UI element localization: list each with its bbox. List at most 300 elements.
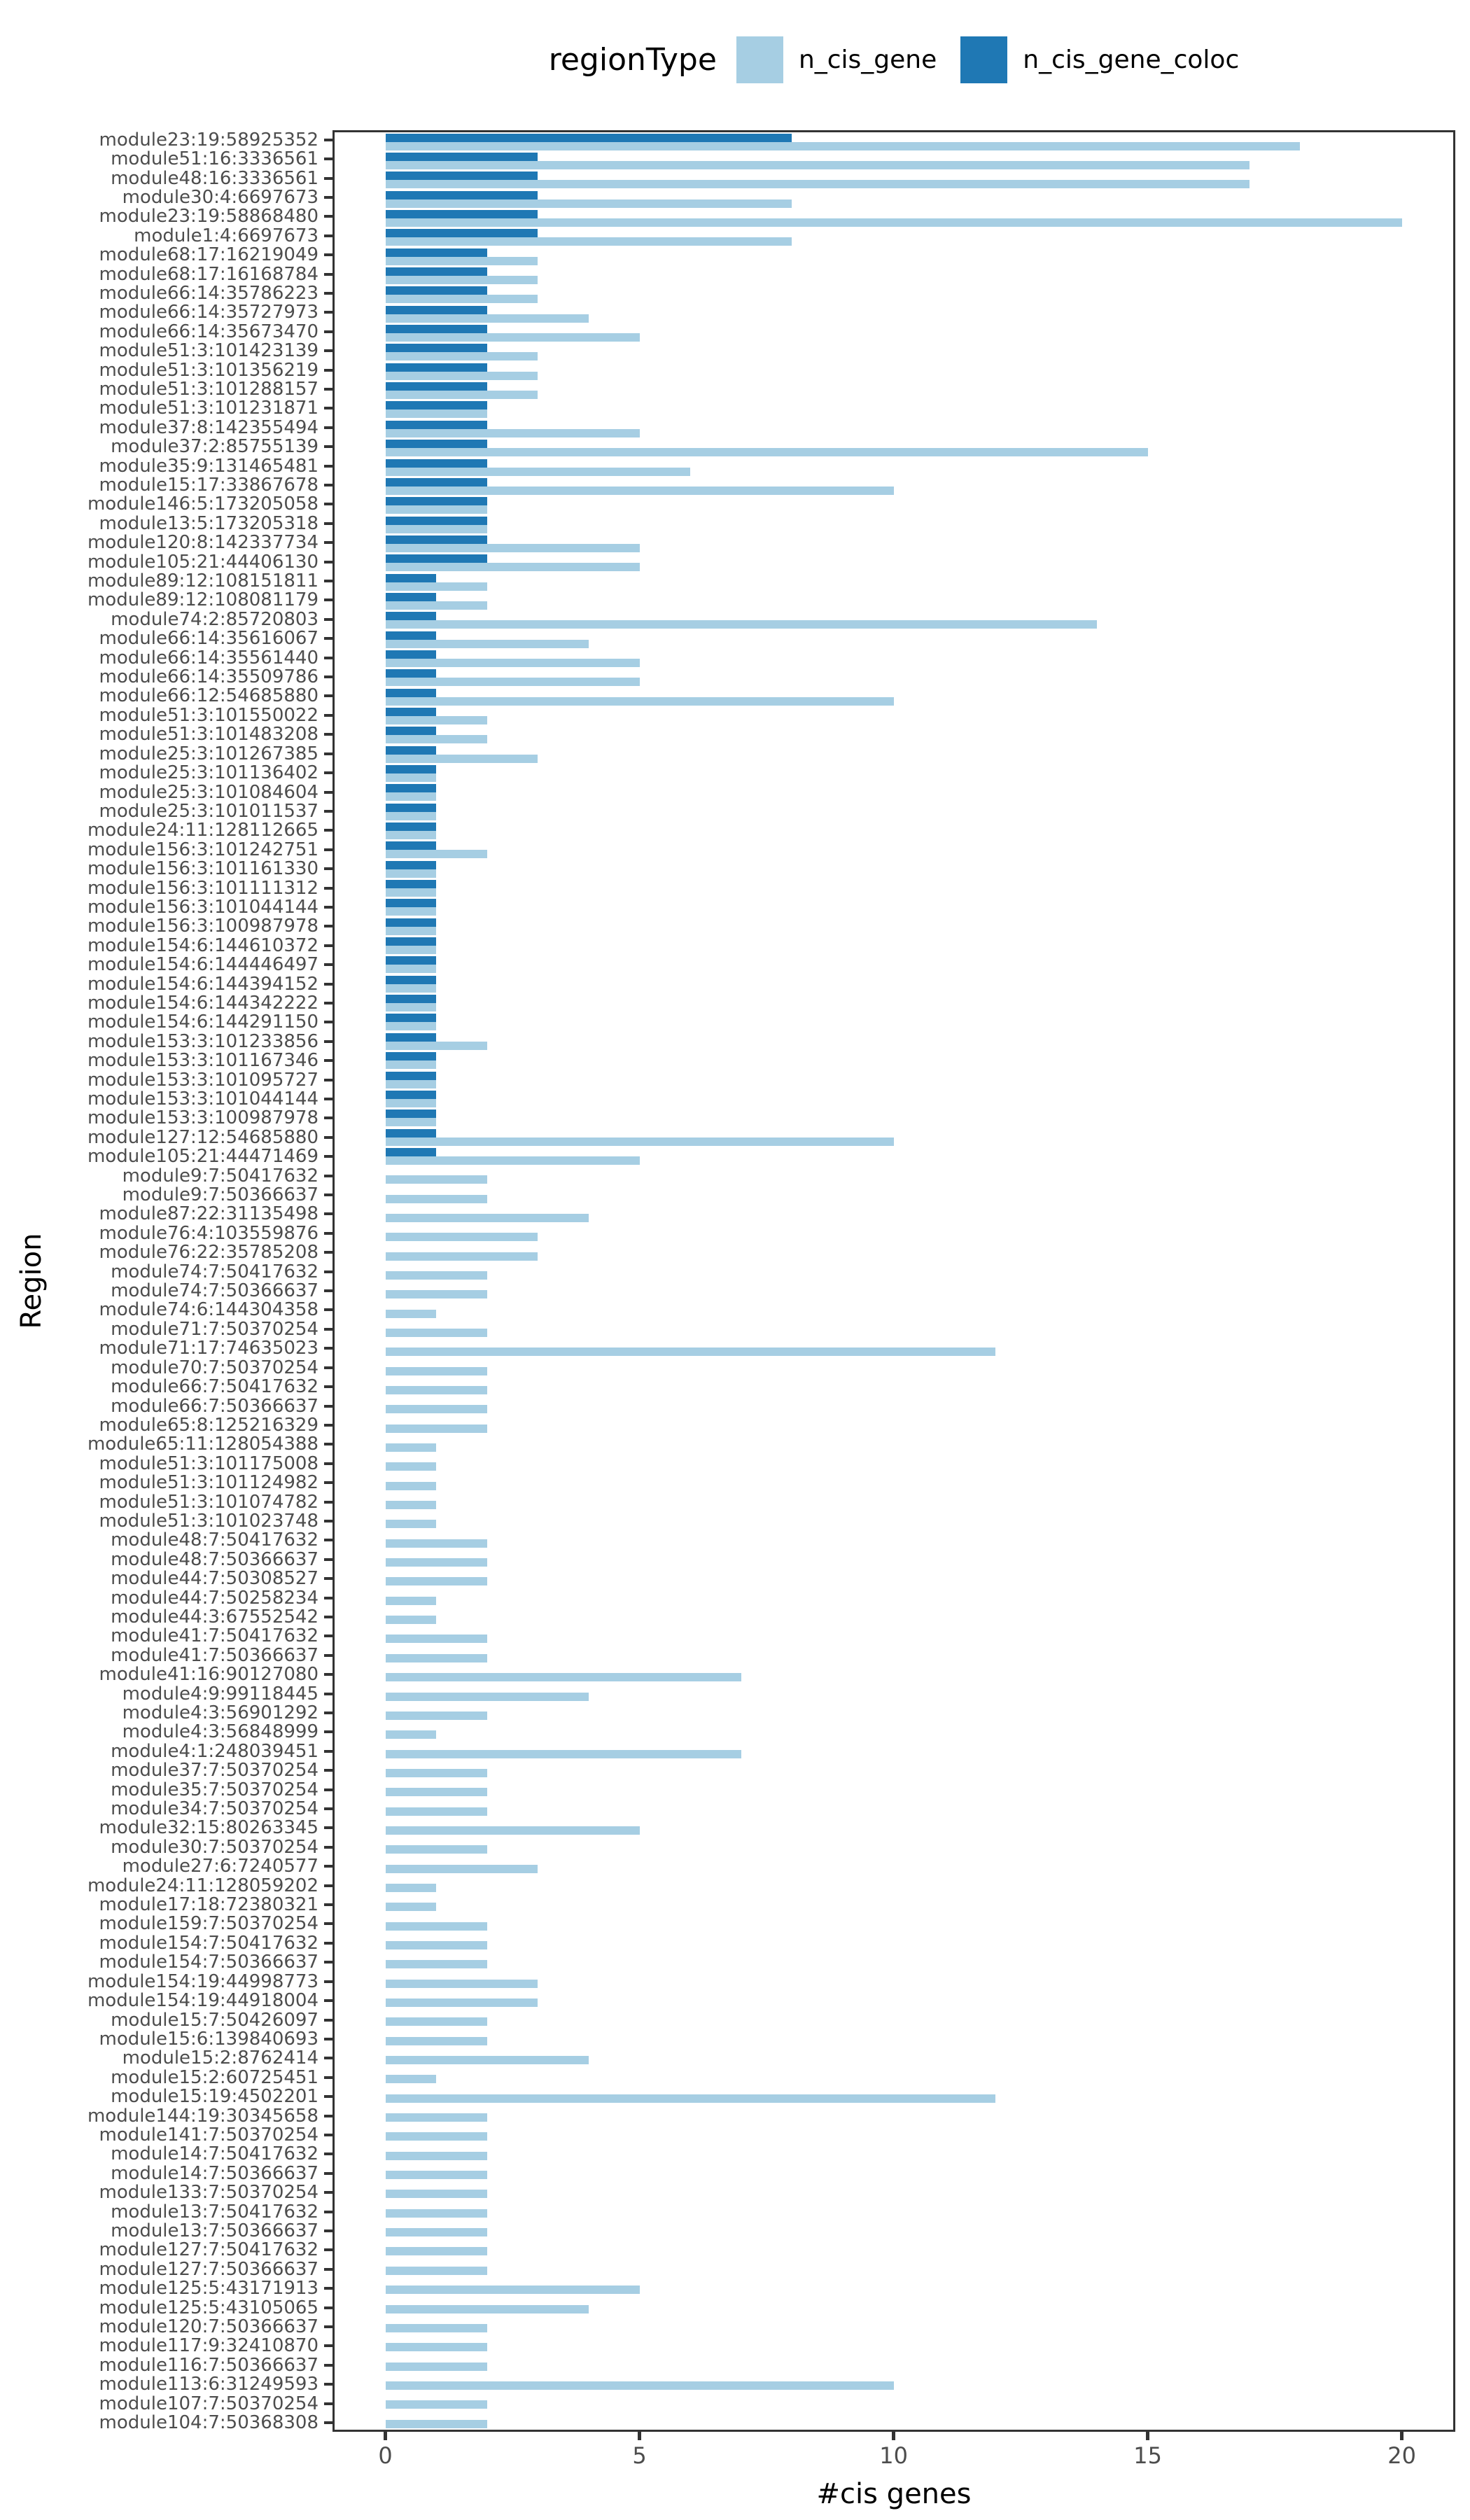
y-tick-mark	[324, 1942, 332, 1945]
y-tick-mark	[324, 1634, 332, 1637]
y-tick-label: module37:7:50370254	[111, 1760, 318, 1782]
x-tick-label: 0	[378, 2442, 393, 2469]
bar-n_cis_gene	[386, 180, 1250, 188]
bar-row	[335, 955, 1453, 974]
y-tick-mark	[324, 1520, 332, 1522]
y-tick-mark	[324, 541, 332, 544]
bar-n_cis_gene	[386, 352, 538, 360]
y-tick-label: module23:19:58868480	[99, 206, 318, 227]
y-tick-label: module74:7:50417632	[111, 1261, 318, 1282]
bar-row	[335, 2372, 1453, 2390]
y-tick-mark	[324, 618, 332, 621]
bar-row	[335, 802, 1453, 821]
y-tick-row	[0, 169, 332, 188]
y-tick-row	[0, 399, 332, 418]
y-tick-mark	[324, 1136, 332, 1139]
y-tick-mark	[324, 1002, 332, 1004]
bar-row	[335, 993, 1453, 1012]
y-tick-row	[0, 1147, 332, 1166]
bar-n_cis_gene	[386, 391, 538, 399]
y-tick-row	[0, 1320, 332, 1338]
y-tick-mark	[324, 1308, 332, 1311]
y-tick-label: module17:18:72380321	[99, 1894, 318, 1916]
y-tick-row	[0, 821, 332, 840]
bar-n_cis_gene_coloc	[386, 363, 487, 372]
y-tick-row	[0, 629, 332, 648]
bar-row	[335, 1683, 1453, 1702]
bar-n_cis_gene_coloc	[386, 765, 437, 774]
plot-panel	[332, 130, 1455, 2432]
y-tick-mark	[324, 694, 332, 697]
bar-n_cis_gene	[386, 314, 589, 323]
bar-row	[335, 630, 1453, 649]
bar-row	[335, 1855, 1453, 1874]
bar-n_cis_gene	[386, 888, 437, 897]
y-tick-mark	[324, 561, 332, 564]
y-tick-row	[0, 974, 332, 993]
bar-n_cis_gene	[386, 1845, 487, 1854]
y-tick-mark	[324, 2134, 332, 2136]
y-tick-label: module159:7:50370254	[99, 1913, 318, 1935]
bar-n_cis_gene	[386, 2017, 487, 2026]
y-tick-mark	[324, 733, 332, 736]
bar-n_cis_gene	[386, 2286, 640, 2294]
y-tick-mark	[324, 1385, 332, 1388]
bar-n_cis_gene_coloc	[386, 937, 437, 946]
y-tick-label: module154:6:144446497	[87, 954, 318, 976]
y-tick-mark	[324, 1116, 332, 1119]
bar-n_cis_gene_coloc	[386, 459, 487, 468]
bar-row	[335, 458, 1453, 477]
bar-row	[335, 554, 1453, 573]
y-tick-label: module66:14:35616067	[99, 628, 318, 650]
bar-n_cis_gene	[386, 1310, 437, 1318]
bar-n_cis_gene	[386, 1348, 995, 1356]
bar-row	[335, 726, 1453, 745]
bar-n_cis_gene	[386, 2343, 487, 2351]
bar-n_cis_gene_coloc	[386, 804, 437, 812]
bar-row	[335, 936, 1453, 955]
y-tick-row	[0, 571, 332, 590]
y-tick-label: module4:3:56848999	[122, 1721, 318, 1743]
y-tick-mark	[324, 2211, 332, 2213]
x-tick-label: 5	[632, 2442, 647, 2469]
bar-n_cis_gene_coloc	[386, 554, 487, 563]
y-tick-row	[0, 1051, 332, 1070]
y-tick-row	[0, 2413, 332, 2432]
bar-n_cis_gene_coloc	[386, 517, 487, 525]
y-tick-mark	[324, 1539, 332, 1541]
y-tick-row	[0, 2087, 332, 2106]
y-tick-label: module51:3:101124982	[99, 1472, 318, 1494]
y-tick-mark	[324, 2095, 332, 2098]
y-tick-label: module15:2:60725451	[111, 2066, 318, 2088]
y-tick-mark	[324, 1443, 332, 1446]
y-tick-label: module1:4:6697673	[134, 225, 318, 246]
y-tick-mark	[324, 1251, 332, 1254]
y-tick-mark	[324, 1232, 332, 1235]
bar-row	[335, 764, 1453, 783]
y-tick-row	[0, 1857, 332, 1876]
bar-n_cis_gene	[386, 965, 437, 973]
y-tick-label: module156:3:100987978	[87, 916, 318, 937]
bar-n_cis_gene	[386, 1329, 487, 1337]
bar-n_cis_gene	[386, 1980, 538, 1988]
bar-row	[335, 343, 1453, 362]
bar-row	[335, 171, 1453, 190]
bar-n_cis_gene_coloc	[386, 1110, 437, 1118]
y-tick-row	[0, 149, 332, 168]
y-tick-row	[0, 379, 332, 398]
y-tick-label: module74:2:85720803	[111, 608, 318, 630]
legend-items	[736, 36, 1239, 83]
bar-n_cis_gene	[386, 1443, 437, 1452]
y-tick-mark	[324, 580, 332, 582]
y-tick-mark	[324, 311, 332, 314]
bar-n_cis_gene	[386, 525, 487, 533]
y-tick-label: module154:6:144342222	[87, 992, 318, 1014]
y-tick-mark	[324, 1405, 332, 1408]
bar-n_cis_gene	[386, 2113, 487, 2122]
bar-row	[335, 400, 1453, 419]
bar-row	[335, 1109, 1453, 1128]
bar-row	[335, 323, 1453, 342]
bar-n_cis_gene_coloc	[386, 153, 538, 161]
y-tick-mark	[324, 522, 332, 525]
y-tick-row	[0, 744, 332, 763]
bar-n_cis_gene	[386, 850, 487, 858]
y-tick-mark	[324, 944, 332, 947]
bar-row	[335, 1625, 1453, 1644]
bar-n_cis_gene_coloc	[386, 210, 538, 218]
y-tick-mark	[324, 2038, 332, 2040]
x-tick-label: 10	[879, 2442, 908, 2469]
y-tick-mark	[324, 752, 332, 755]
bar-row	[335, 706, 1453, 725]
y-tick-mark	[324, 445, 332, 448]
y-tick-row	[0, 2356, 332, 2374]
bar-n_cis_gene	[386, 907, 437, 916]
bar-n_cis_gene_coloc	[386, 650, 437, 659]
y-tick-row	[0, 725, 332, 744]
y-tick-label: module68:17:16168784	[99, 263, 318, 285]
legend-item-n_cis_gene_coloc	[960, 36, 1239, 83]
y-tick-mark	[324, 1175, 332, 1177]
y-tick-label: module76:4:103559876	[99, 1222, 318, 1244]
y-tick-mark	[324, 1673, 332, 1676]
y-tick-mark	[324, 369, 332, 372]
y-tick-label: module35:9:131465481	[99, 455, 318, 477]
y-tick-row	[0, 322, 332, 341]
y-tick-mark	[324, 1079, 332, 1082]
y-tick-label: module105:21:44471469	[87, 1146, 318, 1168]
y-tick-row	[0, 438, 332, 456]
y-tick-mark	[324, 1712, 332, 1714]
bar-row	[335, 496, 1453, 515]
bar-row	[335, 2410, 1453, 2429]
y-tick-mark	[324, 1347, 332, 1350]
bar-n_cis_gene	[386, 1903, 437, 1911]
legend-item-n_cis_gene	[736, 36, 937, 83]
y-tick-mark	[324, 2115, 332, 2118]
y-tick-mark	[324, 426, 332, 429]
bar-row	[335, 668, 1453, 687]
y-tick-label: module24:11:128112665	[87, 820, 318, 841]
bar-row	[335, 1376, 1453, 1395]
y-tick-row	[0, 706, 332, 724]
x-tick-mark	[1146, 2432, 1149, 2440]
bar-n_cis_gene	[386, 372, 538, 380]
y-tick-label: module146:5:173205058	[87, 493, 318, 515]
y-tick-row	[0, 1032, 332, 1051]
bar-n_cis_gene_coloc	[386, 421, 487, 429]
y-tick-mark	[324, 1597, 332, 1600]
bar-n_cis_gene_coloc	[386, 976, 437, 984]
bar-n_cis_gene	[386, 200, 792, 208]
y-tick-label: module13:7:50417632	[111, 2201, 318, 2222]
y-tick-mark	[324, 1654, 332, 1657]
bar-n_cis_gene	[386, 1290, 487, 1298]
y-tick-mark	[324, 1826, 332, 1829]
bar-row	[335, 2161, 1453, 2180]
bar-row	[335, 1587, 1453, 1606]
bar-n_cis_gene	[386, 659, 640, 667]
y-tick-label: module154:7:50417632	[99, 1932, 318, 1954]
y-tick-row	[0, 2145, 332, 2164]
y-tick-row	[0, 648, 332, 667]
bar-row	[335, 477, 1453, 496]
bar-n_cis_gene	[386, 2362, 487, 2371]
bar-n_cis_gene	[386, 237, 792, 246]
y-tick-label: module48:7:50417632	[111, 1530, 318, 1551]
bar-row	[335, 745, 1453, 764]
y-tick-label: module24:11:128059202	[87, 1875, 318, 1896]
bar-n_cis_gene	[386, 333, 640, 342]
bar-row	[335, 2257, 1453, 2276]
y-tick-label: module51:3:101550022	[99, 704, 318, 726]
bar-n_cis_gene	[386, 544, 640, 552]
bar-n_cis_gene	[386, 1654, 487, 1662]
y-tick-mark	[324, 503, 332, 505]
y-tick-label: module15:17:33867678	[99, 475, 318, 496]
bar-row	[335, 286, 1453, 304]
y-tick-mark	[324, 887, 332, 890]
bar-n_cis_gene	[386, 257, 538, 265]
bar-row	[335, 1166, 1453, 1185]
bar-row	[335, 2353, 1453, 2372]
y-tick-label: module71:7:50370254	[111, 1318, 318, 1340]
y-tick-row	[0, 1166, 332, 1185]
y-tick-mark	[324, 1021, 332, 1023]
y-tick-label: module25:3:101136402	[99, 762, 318, 784]
bar-n_cis_gene	[386, 1730, 437, 1739]
y-tick-row	[0, 475, 332, 494]
bar-row	[335, 1013, 1453, 1032]
bar-n_cis_gene	[386, 505, 487, 514]
y-tick-label: module66:12:54685880	[99, 685, 318, 707]
bar-row	[335, 1511, 1453, 1530]
y-tick-label: module153:3:101095727	[87, 1069, 318, 1091]
y-tick-row	[0, 2068, 332, 2087]
y-tick-label: module133:7:50370254	[99, 2182, 318, 2204]
y-tick-label: module154:6:144291150	[87, 1011, 318, 1033]
y-tick-mark	[324, 2344, 332, 2347]
y-tick-mark	[324, 1098, 332, 1100]
bar-row	[335, 821, 1453, 840]
bar-row	[335, 592, 1453, 610]
y-tick-mark	[324, 1769, 332, 1772]
bar-row	[335, 1224, 1453, 1242]
y-tick-label: module37:8:142355494	[99, 416, 318, 438]
y-tick-label: module51:16:3336561	[111, 148, 318, 170]
y-tick-label: module4:3:56901292	[122, 1702, 318, 1724]
x-tick-label: 15	[1133, 2442, 1162, 2469]
y-tick-row	[0, 265, 332, 284]
bar-row	[335, 1740, 1453, 1759]
y-tick-mark	[324, 963, 332, 966]
y-tick-mark	[324, 177, 332, 180]
bar-row	[335, 2142, 1453, 2161]
y-tick-mark	[324, 2152, 332, 2155]
bar-row	[335, 1530, 1453, 1548]
y-tick-mark	[324, 2325, 332, 2328]
bar-n_cis_gene	[386, 1634, 487, 1643]
y-tick-mark	[324, 2306, 332, 2309]
legend-label: n_cis_gene	[798, 45, 937, 74]
bar-row	[335, 266, 1453, 285]
y-tick-mark	[324, 1289, 332, 1292]
y-tick-row	[0, 1991, 332, 2010]
y-tick-mark	[324, 139, 332, 141]
bar-row	[335, 2334, 1453, 2353]
bar-n_cis_gene_coloc	[386, 1091, 437, 1099]
bar-row	[335, 2123, 1453, 2142]
bar-n_cis_gene	[386, 1539, 487, 1548]
y-tick-row	[0, 341, 332, 360]
y-tick-label: module51:3:101423139	[99, 340, 318, 362]
y-tick-label: module66:14:35509786	[99, 666, 318, 688]
y-tick-label: module154:6:144394152	[87, 973, 318, 995]
y-tick-label: module120:7:50366637	[99, 2316, 318, 2338]
bar-n_cis_gene	[386, 1597, 437, 1605]
y-tick-mark	[324, 349, 332, 352]
y-tick-row	[0, 1914, 332, 1933]
y-tick-label: module87:22:31135498	[99, 1203, 318, 1225]
bar-row	[335, 783, 1453, 802]
x-tick-mark	[1400, 2432, 1404, 2440]
bar-row	[335, 2180, 1453, 2199]
y-tick-mark	[324, 1846, 332, 1849]
bar-row	[335, 649, 1453, 668]
bar-n_cis_gene	[386, 2171, 487, 2179]
y-tick-label: module153:3:101233856	[87, 1030, 318, 1052]
y-tick-row	[0, 1224, 332, 1242]
y-tick-row	[0, 802, 332, 820]
bar-n_cis_gene_coloc	[386, 956, 437, 965]
y-tick-row	[0, 1819, 332, 1837]
bar-n_cis_gene	[386, 1003, 437, 1011]
bar-n_cis_gene	[386, 1769, 487, 1777]
y-tick-row	[0, 1511, 332, 1530]
bar-row	[335, 190, 1453, 209]
bar-row	[335, 860, 1453, 878]
y-tick-row	[0, 1492, 332, 1511]
y-tick-row	[0, 2241, 332, 2260]
bar-n_cis_gene	[386, 1156, 640, 1165]
bar-row	[335, 1300, 1453, 1319]
y-tick-label: module70:7:50370254	[111, 1357, 318, 1378]
y-tick-label: module66:14:35786223	[99, 282, 318, 304]
bar-n_cis_gene	[386, 1482, 437, 1490]
bar-n_cis_gene	[386, 2305, 589, 2314]
y-tick-mark	[324, 637, 332, 640]
y-tick-row	[0, 1780, 332, 1799]
legend-swatch-n_cis_gene_coloc	[960, 36, 1007, 83]
y-tick-mark	[324, 2191, 332, 2194]
bar-n_cis_gene_coloc	[386, 746, 437, 755]
y-tick-label: module65:8:125216329	[99, 1414, 318, 1436]
y-tick-label: module9:7:50366637	[122, 1184, 318, 1206]
y-tick-mark	[324, 791, 332, 794]
bar-row	[335, 878, 1453, 897]
y-tick-label: module117:9:32410870	[99, 2335, 318, 2357]
bar-n_cis_gene	[386, 2152, 487, 2160]
y-tick-label: module15:7:50426097	[111, 2009, 318, 2031]
bar-row	[335, 1089, 1453, 1108]
bar-n_cis_gene	[386, 1195, 487, 1203]
y-tick-mark	[324, 292, 332, 295]
y-tick-mark	[324, 2287, 332, 2290]
bar-n_cis_gene_coloc	[386, 306, 487, 314]
y-tick-mark	[324, 1577, 332, 1580]
y-tick-row	[0, 1569, 332, 1588]
y-tick-row	[0, 2202, 332, 2221]
bar-row	[335, 1357, 1453, 1376]
y-tick-row	[0, 533, 332, 552]
y-tick-label: module23:19:58925352	[99, 129, 318, 150]
bar-row	[335, 898, 1453, 917]
y-tick-label: module153:3:101044144	[87, 1088, 318, 1110]
y-tick-row	[0, 1895, 332, 1914]
y-tick-label: module51:3:101356219	[99, 359, 318, 381]
bar-n_cis_gene	[386, 1807, 487, 1816]
y-tick-label: module30:4:6697673	[122, 186, 318, 208]
bar-n_cis_gene	[386, 716, 487, 724]
y-tick-label: module74:7:50366637	[111, 1280, 318, 1302]
bar-n_cis_gene_coloc	[386, 134, 792, 142]
bar-row	[335, 1147, 1453, 1166]
bar-n_cis_gene	[386, 1826, 640, 1835]
y-tick-label: module104:7:50368308	[99, 2412, 318, 2434]
bar-row	[335, 132, 1453, 151]
y-tick-label: module71:17:74635023	[99, 1338, 318, 1359]
bar-n_cis_gene_coloc	[386, 325, 487, 333]
y-tick-row	[0, 1588, 332, 1607]
bar-n_cis_gene	[386, 2324, 487, 2332]
y-tick-label: module66:14:35673470	[99, 321, 318, 342]
y-tick-label: module30:7:50370254	[111, 1836, 318, 1858]
y-tick-row	[0, 1933, 332, 1952]
bar-n_cis_gene	[386, 1462, 437, 1471]
x-tick-mark	[384, 2432, 387, 2440]
bar-n_cis_gene_coloc	[386, 248, 487, 257]
bar-n_cis_gene	[386, 1712, 487, 1720]
y-tick-row	[0, 859, 332, 878]
y-tick-row	[0, 130, 332, 149]
y-tick-mark	[324, 983, 332, 986]
bar-n_cis_gene	[386, 1405, 487, 1413]
bar-n_cis_gene	[386, 755, 538, 763]
